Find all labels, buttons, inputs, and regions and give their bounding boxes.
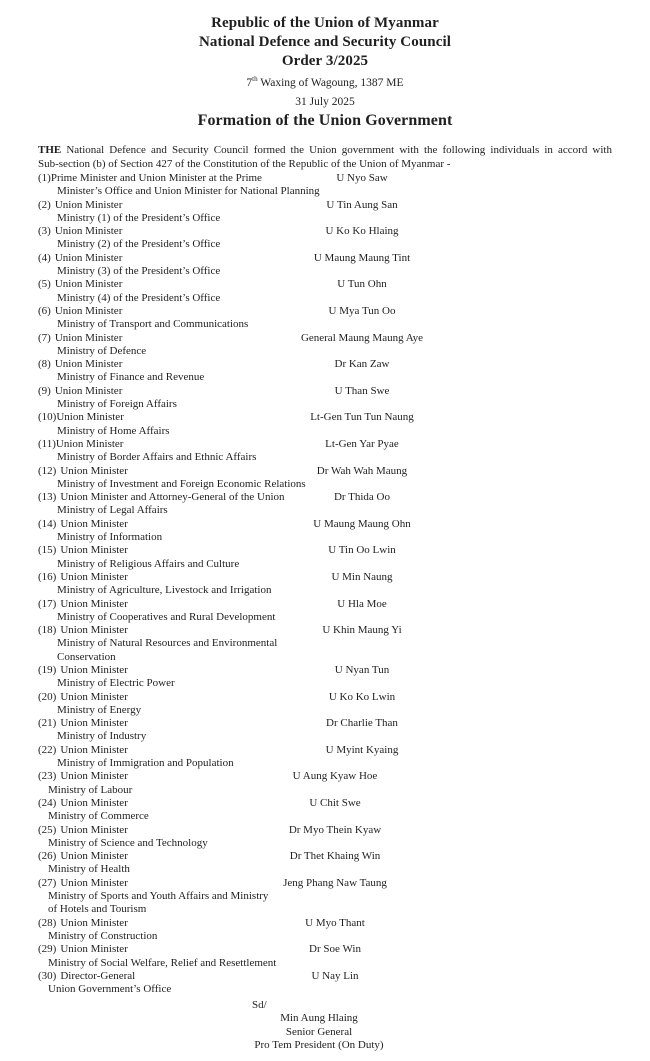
- minister-name: U Nyan Tun: [334, 663, 390, 676]
- minister-title: Union Minister: [54, 331, 123, 344]
- ministers-list: [38, 172, 612, 996]
- minister-number: (30): [38, 969, 57, 982]
- minister-main-line: [38, 411, 612, 424]
- minister-title: Union Minister: [60, 517, 128, 530]
- preamble-line2: Sub-section (b) of Section 427 of the Constitution of the Republic of the Union of Myanmar -: [38, 157, 451, 170]
- minister-name: Dr Thida Oo: [333, 491, 390, 504]
- minister-name: U Aung Kyaw Hoe: [292, 770, 378, 783]
- minister-main-line: [38, 598, 612, 611]
- minister-row: [38, 544, 612, 571]
- minister-row: [38, 744, 612, 771]
- minister-title: Union Minister: [54, 358, 123, 371]
- ministry-line: Ministry of Legal Affairs: [57, 504, 168, 517]
- minister-title: Union Minister: [54, 384, 123, 397]
- minister-row: [38, 850, 612, 877]
- minister-name: U Myo Thant: [305, 916, 365, 929]
- minister-main-line: [38, 305, 612, 318]
- ministry-line: Ministry of Defence: [57, 344, 147, 357]
- minister-main-line: [38, 917, 612, 930]
- minister-main-line: [38, 332, 612, 345]
- minister-name: U Mya Tun Oo: [328, 304, 396, 317]
- preamble-lead-word: THE: [38, 144, 62, 156]
- minister-number: (11): [38, 437, 56, 450]
- minister-row: [38, 717, 612, 744]
- minister-main-line: [38, 518, 612, 531]
- minister-main-line: [38, 824, 612, 837]
- myanmar-date: [0, 75, 650, 91]
- ministry-line: Ministry of Agriculture, Livestock and Irrigation: [57, 584, 272, 597]
- signatory-title: Pro Tem President (On Duty): [254, 1039, 384, 1051]
- minister-row: [38, 797, 612, 824]
- minister-number: (29): [38, 943, 57, 956]
- minister-main-line: [38, 877, 612, 890]
- minister-main-line: [38, 358, 612, 371]
- minister-title: Union Minister: [60, 876, 128, 889]
- minister-name: U Tin Aung San: [326, 198, 398, 211]
- minister-main-line: [38, 278, 612, 291]
- ministry-line: Union Government’s Office: [48, 983, 172, 996]
- minister-name: U Ko Ko Hlaing: [325, 225, 399, 238]
- minister-title: Union Minister: [60, 916, 128, 929]
- minister-name: U Tin Oo Lwin: [328, 544, 396, 557]
- ministry-line: Ministry of Cooperatives and Rural Development: [57, 610, 276, 623]
- minister-row: [38, 411, 612, 438]
- minister-main-line: [38, 491, 612, 504]
- ministry-line: Ministry of Investment and Foreign Economic Relations: [57, 477, 306, 490]
- minister-title: Union Minister: [60, 796, 128, 809]
- minister-row: [38, 824, 612, 851]
- minister-row: [38, 571, 612, 598]
- ministry-line: Ministry of Religious Affairs and Culture: [57, 557, 240, 570]
- minister-name: Lt-Gen Tun Tun Naung: [310, 411, 414, 424]
- minister-name: U Nay Lin: [311, 969, 359, 982]
- ministry-line: Ministry (2) of the President’s Office: [57, 238, 221, 251]
- minister-main-line: [38, 943, 612, 956]
- minister-name: Lt-Gen Yar Pyae: [325, 437, 399, 450]
- minister-title: Union Minister: [60, 717, 128, 730]
- minister-number: (17): [38, 597, 57, 610]
- ministry-line: Ministry of Health: [48, 863, 130, 876]
- ministry-line: Ministry of Home Affairs: [57, 424, 170, 437]
- minister-row: [38, 770, 612, 797]
- minister-number: (6): [38, 304, 51, 317]
- preamble-line1-text: National Defence and Security Council formed the Union government with the following individuals in accord with: [61, 144, 612, 156]
- minister-name: Dr Myo Thein Kyaw: [288, 823, 382, 836]
- order-number: Order 3/2025: [281, 53, 369, 69]
- minister-row: [38, 664, 612, 691]
- minister-name: U Min Naung: [331, 570, 393, 583]
- minister-title: Union Minister: [60, 770, 128, 783]
- order-subject: Formation of the Union Government: [197, 112, 453, 129]
- minister-number: (3): [38, 225, 51, 238]
- ministry-line: Ministry of Natural Resources and Environmental: [57, 637, 278, 650]
- minister-row: [38, 877, 612, 917]
- minister-title: Union Minister: [60, 464, 128, 477]
- minister-number: (19): [38, 663, 57, 676]
- minister-row: [38, 624, 612, 664]
- minister-title: Union Minister: [56, 411, 124, 424]
- ministry-line: Ministry of Finance and Revenue: [57, 371, 205, 384]
- minister-title: Director-General: [60, 969, 136, 982]
- minister-main-line: [38, 252, 612, 265]
- minister-name: U Tun Ohn: [337, 278, 387, 291]
- minister-number: (10): [38, 411, 57, 424]
- minister-number: (16): [38, 570, 57, 583]
- gregorian-date: 31 July 2025: [295, 96, 355, 108]
- minister-number: (5): [38, 278, 51, 291]
- minister-name: Dr Soe Win: [309, 943, 361, 956]
- minister-row: [38, 225, 612, 252]
- minister-number: (18): [38, 624, 57, 637]
- minister-main-line: [38, 385, 612, 398]
- ministry-line: Minister’s Office and Union Minister for National Planning: [57, 185, 320, 198]
- minister-name: U Than Swe: [334, 384, 390, 397]
- minister-main-line: [38, 571, 612, 584]
- order-body: [0, 130, 650, 1052]
- minister-title: Union Minister: [54, 251, 123, 264]
- minister-main-line: [38, 225, 612, 238]
- minister-title: Union Minister: [60, 690, 128, 703]
- minister-row: [38, 332, 612, 359]
- minister-name: U Chit Swe: [309, 796, 361, 809]
- minister-number: (12): [38, 464, 57, 477]
- minister-number: (24): [38, 796, 57, 809]
- minister-name: Dr Charlie Than: [326, 717, 398, 730]
- myanmar-date-day: 7: [246, 77, 253, 89]
- ministry-line: Ministry of Foreign Affairs: [57, 398, 177, 411]
- minister-number: (27): [38, 876, 57, 889]
- minister-title: Union Minister: [54, 198, 123, 211]
- ministry-line: Ministry of Social Welfare, Relief and Resettlement: [48, 956, 277, 969]
- minister-main-line: [38, 172, 612, 185]
- preamble-line1: [38, 144, 612, 158]
- minister-row: [38, 358, 612, 385]
- minister-number: (23): [38, 770, 57, 783]
- ministry-line: Ministry of Commerce: [48, 810, 149, 823]
- minister-main-line: [38, 465, 612, 478]
- minister-number: (8): [38, 358, 51, 371]
- ministry-line: Ministry of Sports and Youth Affairs and Ministry: [48, 890, 269, 903]
- minister-main-line: [38, 717, 612, 730]
- minister-number: (4): [38, 251, 51, 264]
- ministry-line: of Hotels and Tourism: [48, 903, 147, 916]
- minister-row: [38, 598, 612, 625]
- minister-row: [38, 943, 612, 970]
- minister-title: Union Minister: [60, 663, 128, 676]
- minister-title: Union Minister: [60, 823, 128, 836]
- council-title: National Defence and Security Council: [198, 34, 452, 50]
- minister-title: Union Minister: [60, 943, 128, 956]
- minister-title: Union Minister: [55, 437, 124, 450]
- minister-title: Prime Minister and Union Minister at the Prime: [50, 172, 262, 184]
- minister-main-line: [38, 544, 612, 557]
- ministry-line: Ministry of Construction: [48, 929, 158, 942]
- minister-number: (20): [38, 690, 57, 703]
- minister-row: [38, 518, 612, 545]
- minister-number: (28): [38, 916, 57, 929]
- minister-name: U Hla Moe: [337, 597, 387, 610]
- minister-number: (14): [38, 517, 57, 530]
- ministry-line: Ministry (1) of the President’s Office: [57, 211, 221, 224]
- minister-name: General Maung Maung Aye: [300, 331, 424, 344]
- minister-name: U Maung Maung Ohn: [313, 517, 411, 530]
- minister-main-line: [38, 691, 612, 704]
- minister-title: Union Minister: [60, 597, 128, 610]
- minister-number: (26): [38, 850, 57, 863]
- myanmar-date-rest: Waxing of Wagoung, 1387 ME: [257, 77, 404, 89]
- minister-name: U Ko Ko Lwin: [328, 690, 396, 703]
- minister-number: (2): [38, 198, 51, 211]
- minister-main-line: [38, 770, 612, 783]
- minister-row: [38, 465, 612, 492]
- ministry-line: Ministry of Information: [57, 531, 163, 544]
- minister-row: [38, 199, 612, 226]
- minister-name: U Nyo Saw: [336, 172, 388, 184]
- minister-name: U Myint Kyaing: [325, 743, 399, 756]
- ministry-line: Ministry of Industry: [57, 730, 147, 743]
- minister-main-line: [38, 744, 612, 757]
- signatory-rank: Senior General: [285, 1025, 353, 1038]
- ministry-line: Ministry of Science and Technology: [48, 836, 208, 849]
- minister-number: (1): [38, 172, 51, 184]
- minister-number: (25): [38, 823, 57, 836]
- minister-row: [38, 970, 612, 997]
- minister-main-line: [38, 438, 612, 451]
- minister-name: Dr Thet Khaing Win: [289, 850, 381, 863]
- minister-number: (15): [38, 544, 57, 557]
- signatory-name: Min Aung Hlaing: [280, 1012, 358, 1025]
- minister-title: Union Minister: [60, 850, 128, 863]
- minister-name: U Khin Maung Yi: [322, 624, 402, 637]
- minister-row: [38, 305, 612, 332]
- minister-title: Union Minister: [60, 624, 128, 637]
- ministry-line: Ministry of Immigration and Population: [57, 757, 234, 770]
- minister-title: Union Minister: [60, 743, 128, 756]
- minister-row: [38, 438, 612, 465]
- minister-number: (13): [38, 491, 57, 504]
- minister-title: Union Minister: [54, 304, 123, 317]
- ministry-line: Ministry of Labour: [48, 783, 133, 796]
- minister-main-line: [38, 797, 612, 810]
- ministry-line: Ministry of Energy: [57, 703, 142, 716]
- minister-main-line: [38, 624, 612, 637]
- minister-row: [38, 385, 612, 412]
- minister-name: Dr Kan Zaw: [334, 358, 390, 371]
- minister-number: (7): [38, 331, 51, 344]
- minister-title: Union Minister: [60, 544, 128, 557]
- minister-main-line: [38, 199, 612, 212]
- signature-block: [38, 1012, 600, 1052]
- minister-main-line: [38, 664, 612, 677]
- minister-row: [38, 278, 612, 305]
- ministry-line: Ministry (4) of the President’s Office: [57, 291, 221, 304]
- minister-title: Union Minister and Attorney-General of the Union: [60, 491, 285, 504]
- minister-title: Union Minister: [54, 225, 123, 238]
- minister-row: [38, 252, 612, 279]
- minister-name: Dr Wah Wah Maung: [316, 464, 408, 477]
- ministry-line: Ministry of Electric Power: [57, 677, 175, 690]
- minister-name: Jeng Phang Naw Taung: [283, 876, 387, 889]
- minister-number: (21): [38, 717, 57, 730]
- signature-sd: Sd/: [252, 999, 267, 1012]
- myanmar-date-ordinal: th: [252, 75, 258, 84]
- minister-row: [38, 917, 612, 944]
- minister-row: [38, 172, 612, 199]
- ministry-line: Ministry of Border Affairs and Ethnic Affairs: [57, 451, 257, 464]
- minister-title: Union Minister: [54, 278, 123, 291]
- ministry-line: Ministry of Transport and Communications: [57, 318, 249, 331]
- minister-number: (9): [38, 384, 51, 397]
- minister-title: Union Minister: [60, 570, 128, 583]
- document-header: [0, 0, 650, 130]
- minister-main-line: [38, 850, 612, 863]
- ministry-line: Conservation: [57, 650, 116, 663]
- country-title: Republic of the Union of Myanmar: [211, 15, 439, 31]
- minister-row: [38, 491, 612, 518]
- minister-row: [38, 691, 612, 718]
- minister-number: (22): [38, 743, 57, 756]
- ministry-line: Ministry (3) of the President’s Office: [57, 265, 221, 278]
- minister-name: U Maung Maung Tint: [313, 251, 411, 264]
- minister-main-line: [38, 970, 612, 983]
